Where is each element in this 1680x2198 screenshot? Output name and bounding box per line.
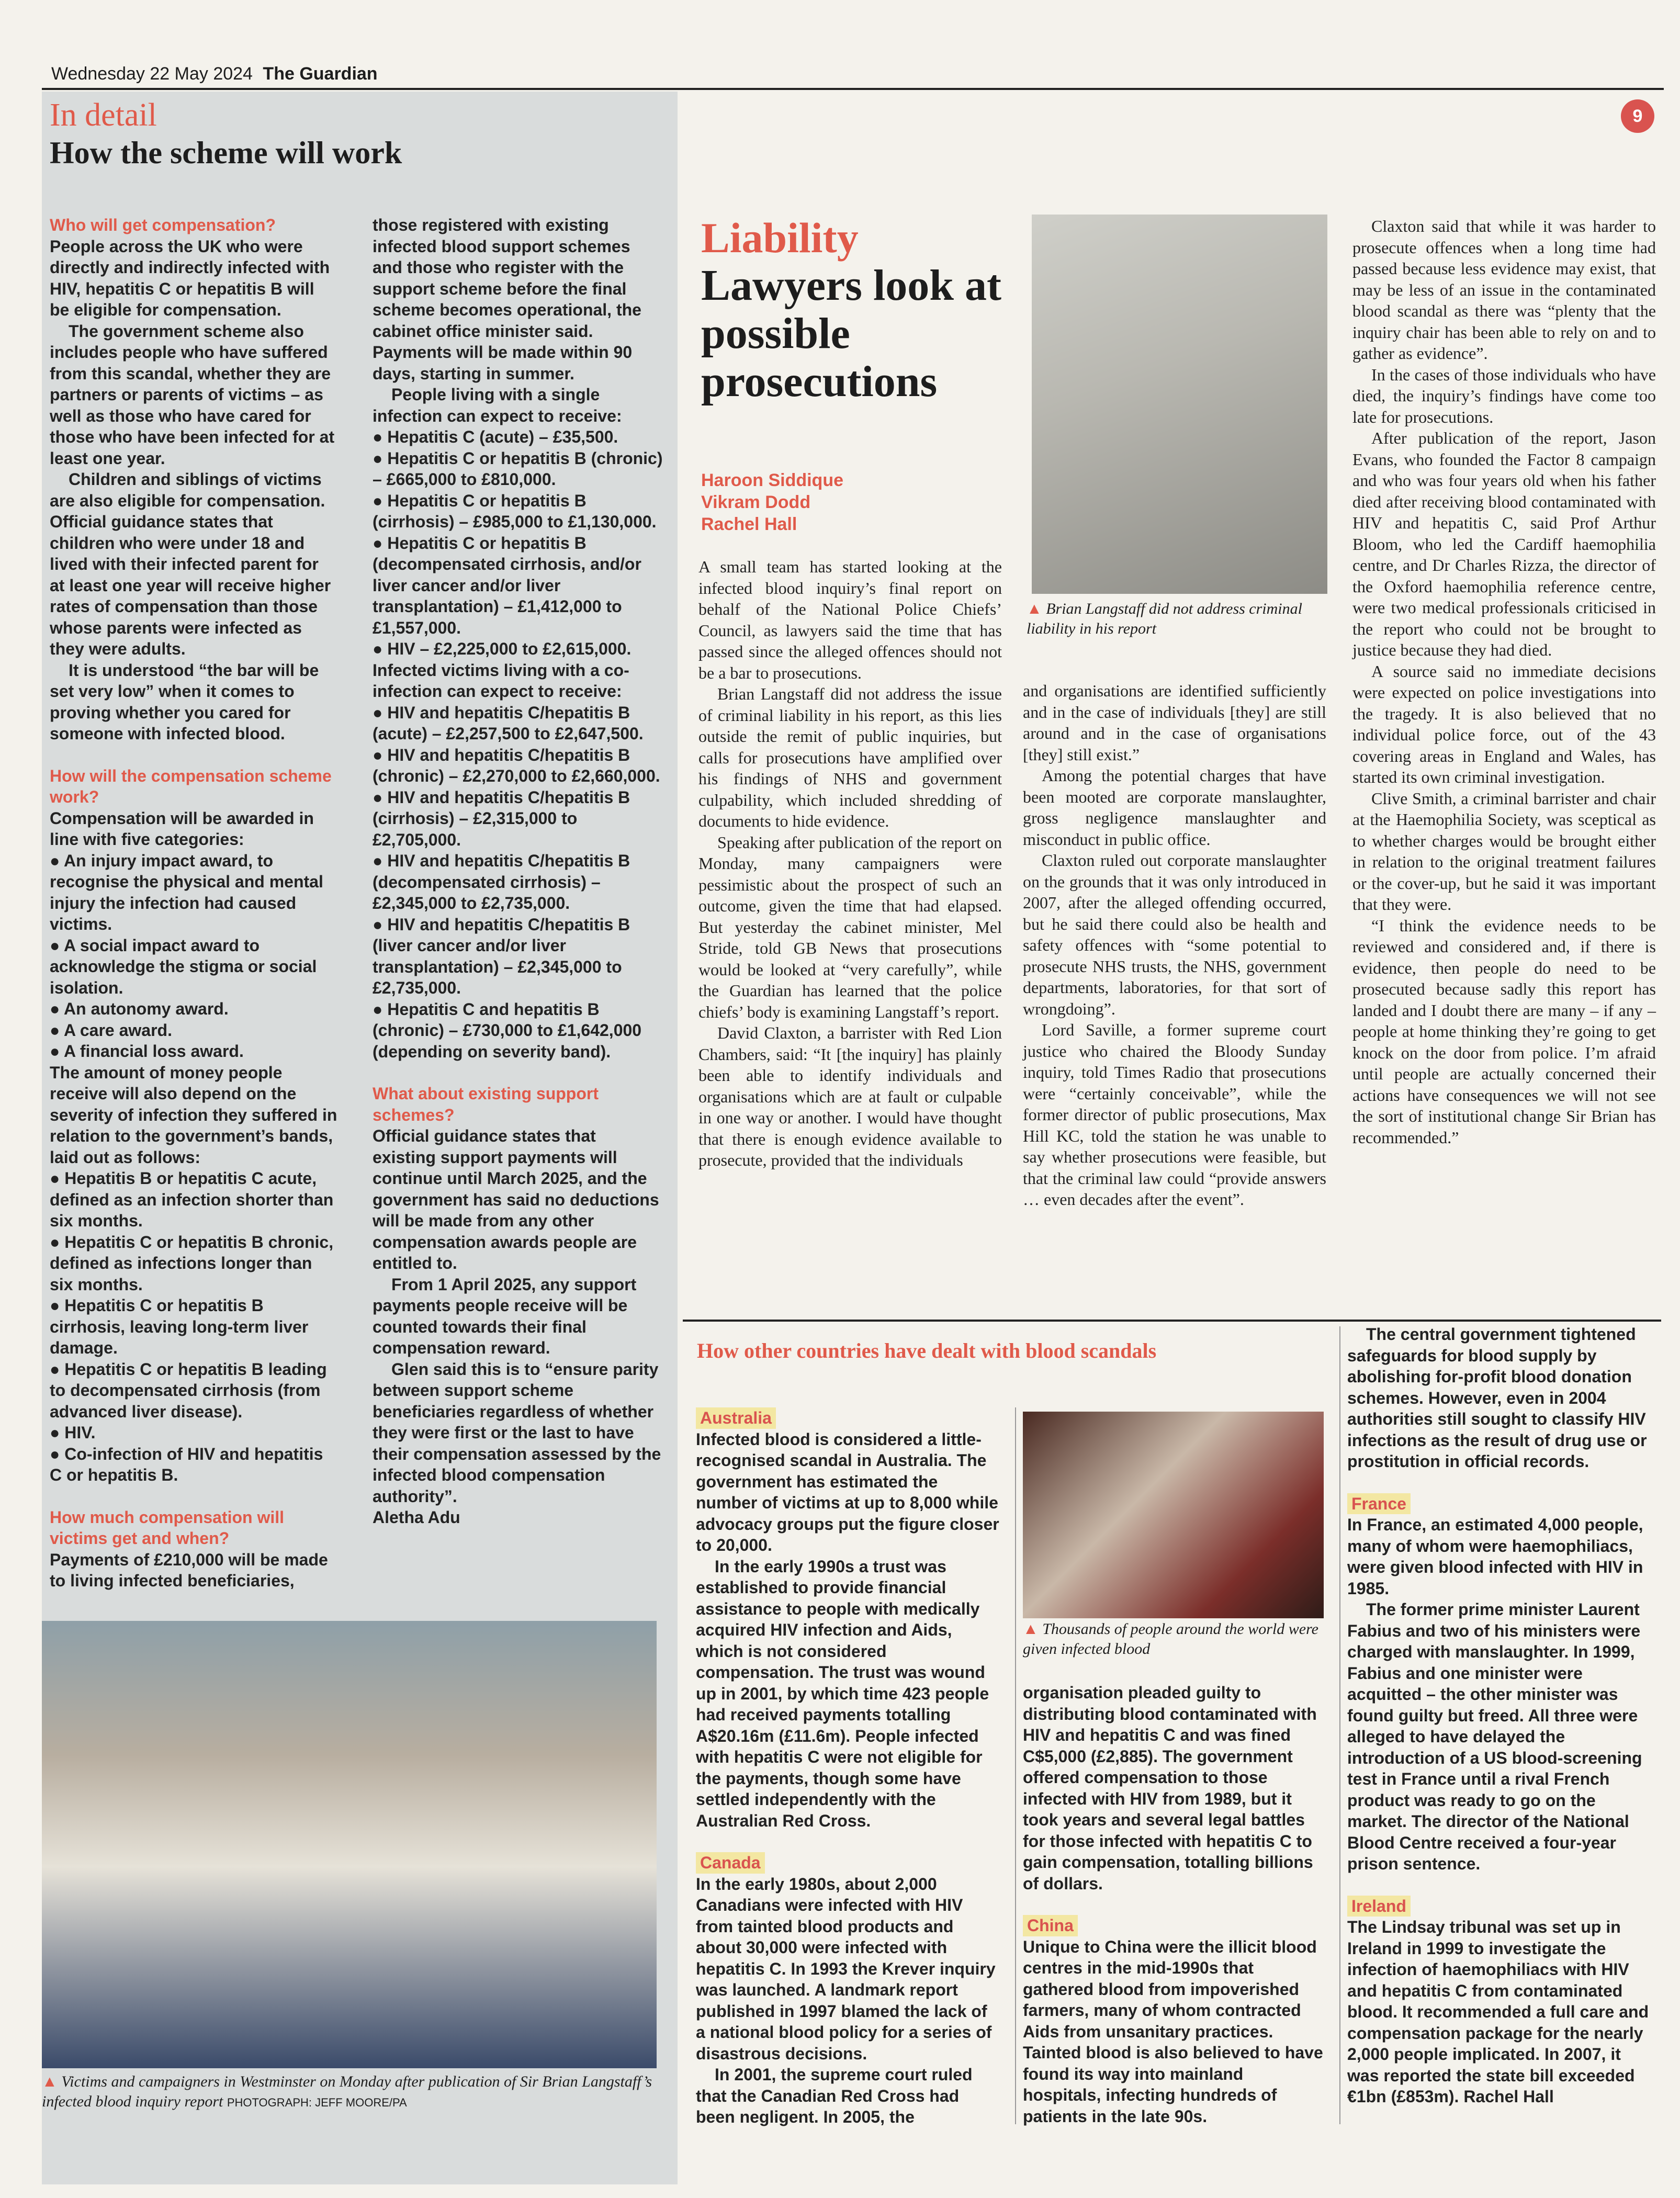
- explainer-paragraph: those registered with existing infected blood support schemes and those who register with the support scheme before the final scheme becomes operational, the cabinet office minister said. Payments will be made within 90 days, starting in summer.: [373, 216, 641, 383]
- china-para: Unique to China were the illicit blood centres in the mid-1990s that gathered blood from impoverished farmers, many of whom contracted Aids from unsanitary practices. Tainted blood is also believed to have found its way into mainland hospitals, infecting hundreds of patients in the late 90s.: [1023, 1937, 1323, 2126]
- explainer-paragraph: The government scheme also includes people who have suffered from this scandal, whether they are partners or parents of victims – as well as those who have cared for those who have been infected for at least one year.: [50, 321, 335, 468]
- explainer-paragraph: ● Hepatitis C or hepatitis B leading to decompensated cirrhosis (from advanced liver disease).: [50, 1359, 327, 1421]
- country-label-australia: Australia: [696, 1407, 776, 1429]
- explainer-kicker: In detail: [50, 97, 157, 133]
- explainer-paragraph: Payments of £210,000 will be made to living infected beneficiaries,: [50, 1550, 328, 1590]
- explainer-paragraph: ● Hepatitis C and hepatitis B (chronic) – £730,000 to £1,642,000 (depending on severity band).: [373, 999, 642, 1061]
- explainer-paragraph: ● HIV and hepatitis C/hepatitis B (chronic) – £2,270,000 to £2,660,000.: [373, 745, 660, 785]
- explainer-paragraph: People across the UK who were directly and indirectly infected with HIV, hepatitis C or hepatitis B will be eligible for compensation.: [50, 236, 330, 319]
- explainer-paragraph: ● A financial loss award.: [50, 1042, 244, 1061]
- article-paragraph: and organisations are identified sufficiently and in the case of individuals [they] are still around and in the case of organisations [they] still exist.”: [1023, 681, 1326, 764]
- article-headline: Lawyers look at possible prosecutions: [701, 261, 1001, 406]
- blood-bag-photo: [1023, 1412, 1324, 1618]
- explainer-paragraph: The amount of money people receive will also depend on the severity of infection they suffered in relation to the government’s bands, laid out as follows:: [50, 1063, 337, 1167]
- country-label-china: China: [1023, 1915, 1078, 1936]
- explainer-paragraph: ● A social impact award to acknowledge the stigma or social isolation.: [50, 935, 317, 997]
- explainer-paragraph: ● Co-infection of HIV and hepatitis C or hepatitis B.: [50, 1444, 323, 1484]
- explainer-subhead: How much compensation will victims get and when?: [50, 1507, 285, 1548]
- campaigners-photo-caption: ▲ Victims and campaigners in Westminster on Monday after publication of Sir Brian Langstaff’s infected blood inquiry report PHOTOGRAPH: JEFF MOORE/PA: [42, 2073, 652, 2110]
- article-paragraph: In the cases of those individuals who have died, the inquiry’s findings have come too late for prosecutions.: [1352, 365, 1656, 426]
- country-label-canada: Canada: [696, 1852, 765, 1874]
- explainer-paragraph: ● HIV – £2,225,000 to £2,615,000.: [373, 639, 632, 658]
- explainer-column-1: [50, 215, 337, 1592]
- explainer-paragraph: ● HIV and hepatitis C/hepatitis B (acute) – £2,257,500 to £2,647,500.: [373, 703, 644, 743]
- canada-para: organisation pleaded guilty to distributing blood contaminated with HIV and hepatitis C and was fined C$5,000 (£2,885). The government offered compensation to those infected with HIV from 1989, but it took years and several legal battles for those infected with hepatitis C to gain compensation, totalling billions of dollars.: [1023, 1683, 1317, 1893]
- article-paragraph: “I think the evidence needs to be reviewed and considered and, if there is evidence, then people do need to be prosecuted because sadly this report has landed and I doubt there are many – if any – people at home thinking they’re going to get knock on the door from police. I’m afraid until people are actually concerned their actions have consequences we will not see the sort of institutional change Sir Brian has recommended.”: [1352, 916, 1656, 1147]
- article-paragraph: David Claxton, a barrister with Red Lion Chambers, said: “It [the inquiry] has plainly been able to identify individuals and organisations which are at fault or culpable in one way or another. I would have thought that there is enough evidence available to prosecute, provided that the individuals: [698, 1023, 1002, 1169]
- article-paragraph: A source said no immediate decisions were expected on police investigations into the tragedy. It is also believed that no individual police force, out of the 43 covering areas in England and Wales, has started its own criminal investigation.: [1352, 661, 1656, 786]
- article-paragraph: After publication of the report, Jason Evans, who founded the Factor 8 campaign and who was four years old when his father died after receiving blood contaminated with HIV and hepatitis C, said Prof Arthur Bloom, who led the Cardiff haemophilia centre, and Dr Charles Rizza, the director of the Oxford haemophilia reference centre, were two medical professionals criticised in the report who could not be brought to justice because they had died.: [1352, 429, 1656, 659]
- byline: Haroon Siddique: [701, 470, 843, 490]
- caption-triangle-icon: ▲: [1027, 600, 1042, 617]
- explainer-subhead: How will the compensation scheme work?: [50, 766, 332, 806]
- masthead: [51, 64, 378, 84]
- country-label-france: France: [1347, 1493, 1411, 1515]
- article-paragraph: A small team has started looking at the infected blood inquiry’s final report on behalf of the National Police Chiefs’ Council, as lawyers said the time that has passed since the alleged offences should not be a bar to prosecutions.: [698, 557, 1002, 682]
- byline: Rachel Hall: [701, 514, 797, 534]
- explainer-headline: How the scheme will work: [50, 136, 402, 170]
- publication-name: The Guardian: [263, 64, 378, 84]
- caption-triangle-icon: ▲: [1023, 1620, 1039, 1638]
- explainer-paragraph: ● Hepatitis B or hepatitis C acute, defined as an infection shorter than six months.: [50, 1169, 334, 1230]
- explainer-paragraph: Aletha Adu: [373, 1508, 460, 1527]
- explainer-paragraph: Compensation will be awarded in line with five categories:: [50, 808, 314, 849]
- explainer-paragraph: People living with a single infection can expect to receive:: [373, 385, 622, 425]
- explainer-paragraph: ● An autonomy award.: [50, 999, 229, 1018]
- caption-triangle-icon: ▲: [42, 2073, 58, 2090]
- explainer-paragraph: ● Hepatitis C (acute) – £35,500.: [373, 427, 618, 446]
- explainer-paragraph: It is understood “the bar will be set very low” when it comes to proving whether you cared for someone with infected blood.: [50, 660, 319, 743]
- blood-photo-caption: ▲ Thousands of people around the world were given infected blood: [1023, 1620, 1318, 1658]
- article-column-3: [1352, 216, 1656, 1148]
- france-para: In France, an estimated 4,000 people, many of whom were haemophiliacs, were given blood infected with HIV in 1985.: [1347, 1515, 1643, 1598]
- issue-date: Wednesday 22 May 2024: [51, 64, 253, 84]
- canada-para: In 2001, the supreme court ruled that the Canadian Red Cross had been negligent. In 2005, the: [696, 2065, 973, 2126]
- article-paragraph: Claxton ruled out corporate manslaughter on the grounds that it was only introduced in 2007, after the alleged offending occurred, but he said there could also be health and safety offences with “some potential to prosecute NHS trusts, the NHS, government departments, laboratories, for that sort of wrongdoing”.: [1023, 851, 1326, 1018]
- article-kicker: Liability: [701, 214, 859, 262]
- australia-para: In the early 1990s a trust was established to provide financial assistance to people with medically acquired HIV infection and Aids, which is not considered compensation. The trust was wound up in 2001, by which time 423 people had received payments totalling A$20.16m (£11.6m). People infected with hepatitis C were not eligible for the payments, though some have settled independently with the Australian Red Cross.: [696, 1557, 989, 1830]
- explainer-paragraph: ● HIV and hepatitis C/hepatitis B (cirrhosis) – £2,315,000 to £2,705,000.: [373, 787, 630, 849]
- article-bylines: [701, 469, 843, 535]
- countries-column-2: [1023, 1682, 1324, 2127]
- explainer-subhead: What about existing support schemes?: [373, 1084, 599, 1124]
- australia-para: Infected blood is considered a little-recognised scandal in Australia. The government has estimated the number of victims at up to 8,000 while advocacy groups put the figure closer to 20,000.: [696, 1429, 999, 1554]
- article-paragraph: Clive Smith, a criminal barrister and chair at the Haemophilia Society, was sceptical as to whether charges would be brought either in relation to the original treatment failures or the cover-up, but he said it was important that they were.: [1352, 788, 1656, 914]
- countries-box-headline: How other countries have dealt with blood scandals: [697, 1339, 1157, 1362]
- column-divider: [1015, 1407, 1016, 2124]
- explainer-paragraph: ● HIV and hepatitis C/hepatitis B (decompensated cirrhosis) – £2,345,000 to £2,735,000.: [373, 851, 630, 912]
- explainer-paragraph: Official guidance states that existing support payments will continue until March 2025, and the government has said no deductions will be made from any other compensation awards people are entitled to.: [373, 1126, 659, 1272]
- langstaff-portrait: [1032, 215, 1327, 594]
- article-paragraph: Brian Langstaff did not address the issue of criminal liability in his report, as this lies outside the remit of public inquiries, but calls for prosecutions have amplified over his findings of NHS and government culpability, which included shredding of documents to hide evidence.: [698, 684, 1002, 830]
- explainer-paragraph: ● An injury impact award, to recognise the physical and mental injury the infection had caused victims.: [50, 851, 323, 933]
- explainer-paragraph: ● A care award.: [50, 1020, 172, 1040]
- explainer-paragraph: From 1 April 2025, any support payments people receive will be counted towards their final compensation reward.: [373, 1275, 637, 1357]
- explainer-paragraph: ● Hepatitis C or hepatitis B cirrhosis, leaving long-term liver damage.: [50, 1296, 309, 1357]
- country-label-ireland: Ireland: [1347, 1896, 1411, 1917]
- article-paragraph: Speaking after publication of the report on Monday, many campaigners were pessimistic about the prospect of such an outcome, given the time that had elapsed. But yesterday the cabinet minister, Mel Stride, told GB News that prosecutions would be looked at “very carefully”, while the Guardian has learned that the police chiefs’ body is examining Langstaff’s report.: [698, 832, 1002, 1021]
- countries-column-3: [1347, 1324, 1656, 2107]
- explainer-paragraph: Infected victims living with a co-infection can expect to receive:: [373, 660, 629, 701]
- page-number-badge: 9: [1621, 99, 1654, 133]
- explainer-subhead: Who will get compensation?: [50, 216, 276, 234]
- top-rule: [42, 88, 1664, 90]
- explainer-paragraph: ● Hepatitis C or hepatitis B (decompensated cirrhosis, and/or liver cancer and/or liver transplantation) – £1,412,000 to £1,557,000.: [373, 533, 641, 637]
- explainer-paragraph: ● HIV.: [50, 1423, 96, 1442]
- france-para: The former prime minister Laurent Fabius and two of his ministers were charged with manslaughter. In 1999, Fabius and one minister were acquitted – the other minister was found guilty but freed. All three were alleged to have delayed the introduction of a US blood-screening test in France until a rival French product was ready to go on the market. The director of the National Blood Centre received a four-year prison sentence.: [1347, 1600, 1642, 1873]
- portrait-caption: ▲ Brian Langstaff did not address criminal liability in his report: [1027, 600, 1302, 637]
- explainer-paragraph: ● Hepatitis C or hepatitis B (chronic) – £665,000 to £810,000.: [373, 448, 663, 489]
- byline: Vikram Dodd: [701, 492, 811, 512]
- article-paragraph: Lord Saville, a former supreme court justice who chaired the Bloody Sunday inquiry, told Times Radio that prosecutions were “certainly conceivable”, while the former director of public prosecutions, Max Hill KC, told the station he was unable to say whether prosecutions were feasible, but that the criminal law could “provide answers … even decades after the event”.: [1023, 1020, 1326, 1209]
- article-paragraph: Claxton said that while it was harder to prosecute offences when a long time had passed because less evidence may exist, that may be less of an issue in the contaminated blood scandal as there was “plenty that the inquiry chair has been able to rely on and to gather as evidence”.: [1352, 217, 1656, 363]
- canada-para: In the early 1980s, about 2,000 Canadians were infected with HIV from tainted blood products and about 30,000 were infected with hepatitis C. In 1993 the Krever inquiry was launched. A landmark report published in 1997 blamed the lack of a national blood policy for a series of disastrous decisions.: [696, 1874, 996, 2063]
- article-paragraph: Among the potential charges that have been mooted are corporate manslaughter, gross negligence manslaughter and misconduct in public office.: [1023, 766, 1326, 849]
- countries-column-1: [696, 1407, 999, 2128]
- article-column-2: [1023, 680, 1326, 1210]
- explainer-paragraph: ● HIV and hepatitis C/hepatitis B (liver cancer and/or liver transplantation) – £2,345,000 to £2,735,000.: [373, 915, 630, 997]
- section-rule: [683, 1320, 1661, 1322]
- explainer-column-2: [373, 215, 663, 1528]
- campaigners-photo: [42, 1621, 657, 2068]
- explainer-paragraph: ● Hepatitis C or hepatitis B (cirrhosis) – £985,000 to £1,130,000.: [373, 491, 657, 531]
- column-divider: [1339, 1326, 1340, 2124]
- explainer-paragraph: ● Hepatitis C or hepatitis B chronic, defined as infections longer than six months.: [50, 1232, 334, 1294]
- article-column-1: [698, 556, 1002, 1171]
- explainer-paragraph: Children and siblings of victims are also eligible for compensation. Official guidance states that children who were under 18 and lived with their infected parent for at least one year will receive higher rates of compensation than those whose parents were infected as they were adults.: [50, 470, 331, 658]
- photo-credit: PHOTOGRAPH: JEFF MOORE/PA: [227, 2096, 407, 2109]
- china-para: The central government tightened safeguards for blood supply by abolishing for-profit blood donation schemes. However, even in 2004 authorities still sought to classify HIV infections as the result of drug use or prostitution in official records.: [1347, 1325, 1647, 1471]
- ireland-para: The Lindsay tribunal was set up in Ireland in 1999 to investigate the infection of haemophiliacs with HIV and hepatitis C from contaminated blood. It recommended a full care and compensation package for the nearly 2,000 people implicated. In 2007, it was reported the state bill exceeded €1bn (£853m). Rachel Hall: [1347, 1918, 1649, 2106]
- explainer-paragraph: Glen said this is to “ensure parity between support scheme beneficiaries regardless of whether they were first or the last to have their compensation assessed by the infected blood compensation authority”.: [373, 1359, 661, 1506]
